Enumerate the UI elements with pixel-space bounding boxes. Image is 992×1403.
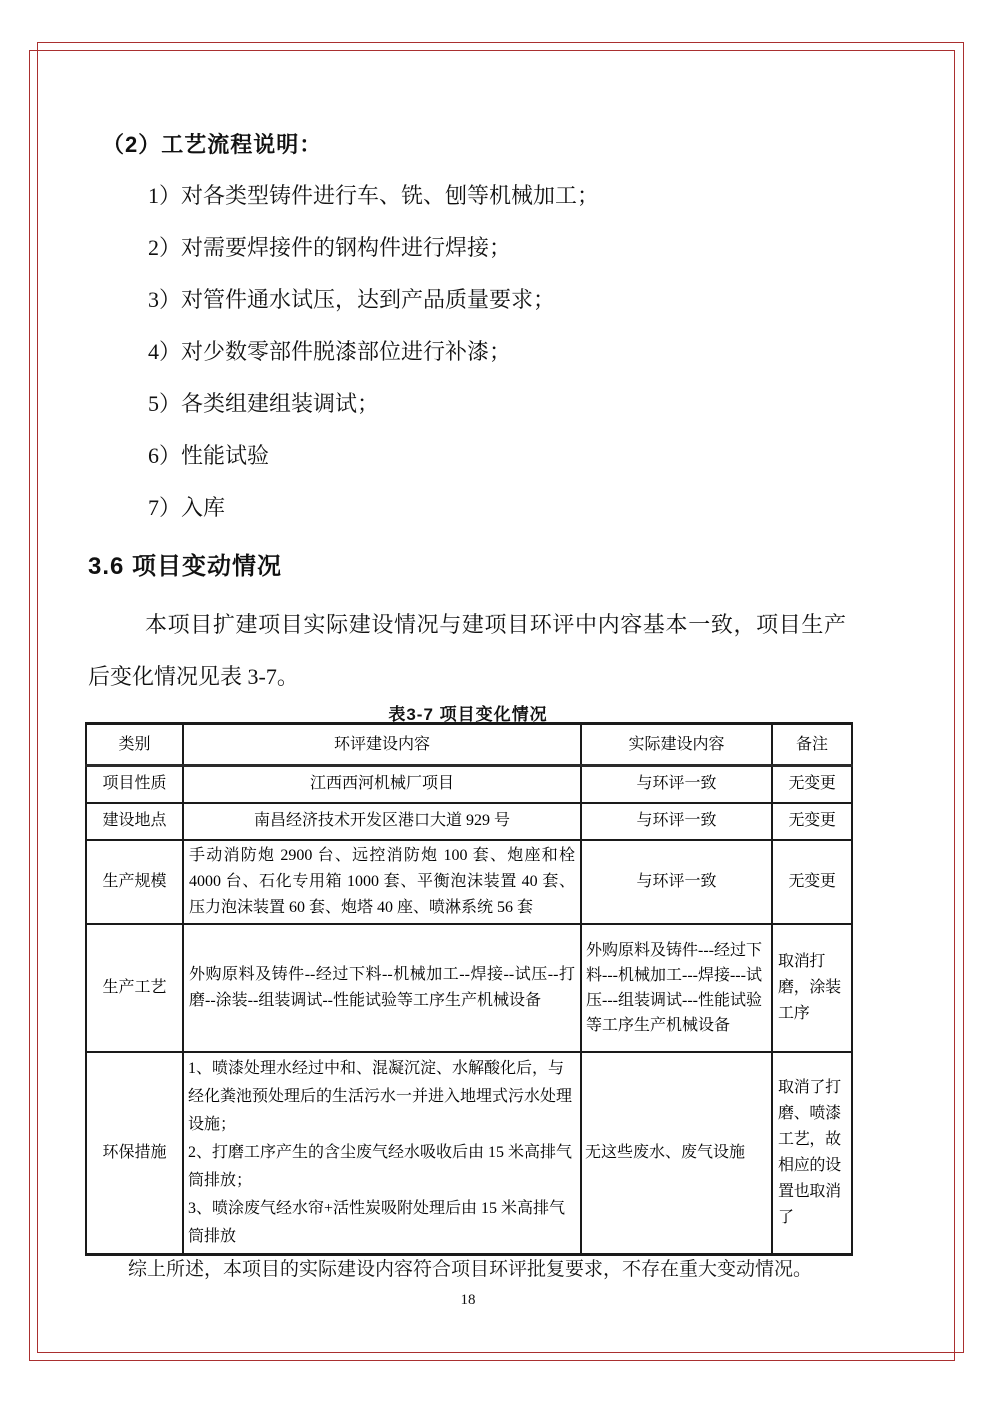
process-step: 7）入库 [148,495,226,520]
process-step: 6）性能试验 [148,443,270,468]
eia-cell: 外购原料及铸件--经过下料--机械加工--焊接--试压--打磨--涂装--组装调试--性能试验等工序生产机械设备 [183,924,581,1052]
table-row-production-scale [86,840,852,924]
header-cell-category: 类别 [86,724,183,766]
category-cell: 建设地点 [86,803,183,840]
table-header-row [86,724,852,766]
env-measure-item: 2、打磨工序产生的含尘废气经水吸收后由 15 米高排气筒排放； [188,1143,573,1189]
process-step: 3）对管件通水试压，达到产品质量要求； [148,287,556,312]
remark-cell: 取消了打磨、喷漆工艺，故相应的设置也取消了 [772,1052,852,1255]
table-row-location [86,803,852,840]
table-title: 表3-7 项目变化情况 [388,705,548,724]
process-step: 4）对少数零部件脱漆部位进行补漆； [148,339,512,364]
process-step: 5）各类组建组装调试； [148,391,380,416]
eia-cell: 手动消防炮 2900 台、远控消防炮 100 套、炮座和栓 4000 台、石化专用箱 1000 套、平衡泡沫装置 40 套、压力泡沫装置 60 套、炮塔 40 座、喷淋系统 56 套 [183,840,581,924]
category-cell: 环保措施 [86,1052,183,1255]
actual-cell: 与环评一致 [581,766,772,803]
intro-paragraph: 本项目扩建项目实际建设情况与建项目环评中内容基本一致，项目生产后变化情况见表 3-7。 [88,612,846,689]
actual-cell: 外购原料及铸件---经过下料---机械加工---焊接---试压---组装调试---性能试验等工序生产机械设备 [581,924,772,1052]
category-cell: 项目性质 [86,766,183,803]
remark-cell: 取消打磨，涂装工序 [772,924,852,1052]
section-heading-3-6: 3.6 项目变动情况 [88,553,283,580]
page-number: 18 [460,1292,476,1308]
project-change-table [85,722,853,1256]
table-row-env-protection [86,1052,852,1255]
env-measure-item: 1、喷漆处理水经过中和、混凝沉淀、水解酸化后，与经化粪池预处理后的生活污水一并进入地埋式污水处理设施； [188,1059,573,1133]
eia-cell: 江西西河机械厂项目 [183,766,581,803]
remark-cell: 无变更 [772,803,852,840]
eia-cell [183,1052,581,1255]
actual-cell: 无这些废水、废气设施 [581,1052,772,1255]
process-step: 2）对需要焊接件的钢构件进行焊接； [148,235,512,260]
header-cell-remark: 备注 [772,724,852,766]
eia-cell: 南昌经济技术开发区港口大道 929 号 [183,803,581,840]
header-cell-eia-content: 环评建设内容 [183,724,581,766]
remark-cell: 无变更 [772,766,852,803]
actual-cell: 与环评一致 [581,803,772,840]
category-cell: 生产规模 [86,840,183,924]
table-row-project-nature [86,766,852,803]
header-cell-actual-content: 实际建设内容 [581,724,772,766]
actual-cell: 与环评一致 [581,840,772,924]
closing-paragraph: 综上所述，本项目的实际建设内容符合项目环评批复要求，不存在重大变动情况。 [128,1259,813,1280]
process-step: 1）对各类型铸件进行车、铣、刨等机械加工； [148,183,600,208]
table-row-production-process [86,924,852,1052]
remark-cell: 无变更 [772,840,852,924]
process-step-list [148,184,599,548]
process-flow-heading: （2）工艺流程说明： [102,132,323,157]
env-measure-item: 3、喷涂废气经水帘+活性炭吸附处理后由 15 米高排气筒排放 [188,1199,566,1245]
category-cell: 生产工艺 [86,924,183,1052]
